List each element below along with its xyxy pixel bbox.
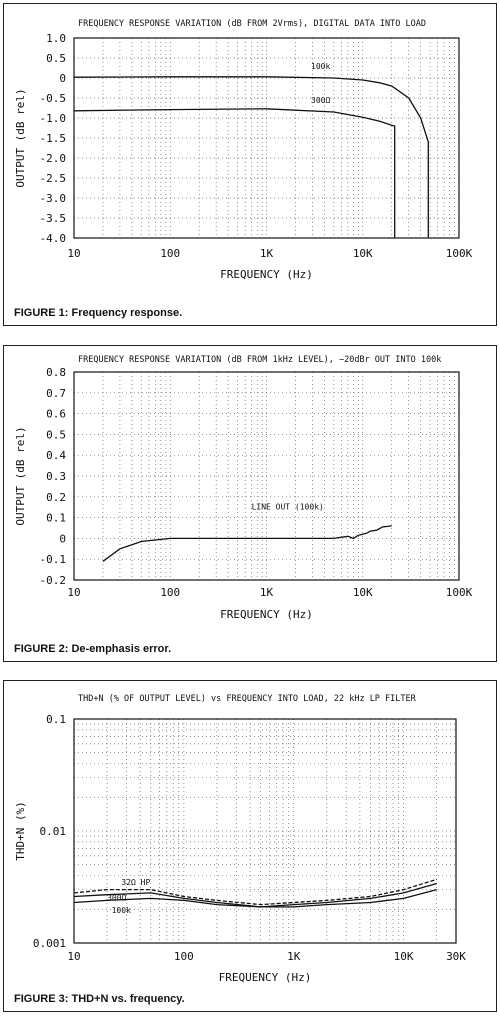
y-tick-label: -0.1 <box>39 553 66 567</box>
y-tick-label: 0.001 <box>32 937 66 950</box>
chart-grid <box>74 372 459 580</box>
y-tick-label: -0.5 <box>39 92 66 105</box>
figure-1-panel <box>3 3 497 326</box>
figure-3-caption <box>14 993 185 1005</box>
curve-annotation: 100k <box>111 906 131 916</box>
figure-2-caption-number: FIGURE 2: <box>14 643 69 655</box>
y-tick-label: 0.1 <box>46 511 66 525</box>
y-tick-label: 0.4 <box>46 449 66 463</box>
y-tick-label: -3.0 <box>39 192 66 205</box>
x-tick-label: 100K <box>445 247 473 260</box>
y-tick-label: 0.6 <box>46 407 66 421</box>
figure-1-caption <box>14 307 182 319</box>
x-tick-label: 30K <box>446 950 466 963</box>
x-axis-label: FREQUENCY (Hz) <box>220 268 313 281</box>
y-tick-label: -1.0 <box>39 112 66 125</box>
series-line-2 <box>74 109 395 238</box>
y-tick-label: 0.5 <box>46 52 66 65</box>
y-tick-label: 1.0 <box>46 32 66 45</box>
figure-3-panel <box>3 680 497 1012</box>
x-tick-label: 100 <box>160 247 181 260</box>
y-tick-label: -4.0 <box>39 232 66 245</box>
y-tick-label: 0.8 <box>46 366 66 379</box>
y-axis-label: THD+N (%) <box>14 801 27 861</box>
chart-grid <box>74 719 456 943</box>
y-tick-label: -2.5 <box>39 172 66 185</box>
y-tick-label: 0.2 <box>46 490 66 504</box>
thd-n-vs-frequency-chart <box>4 681 498 1013</box>
figure-3-caption-text: THD+N vs. frequency. <box>71 993 185 1005</box>
x-tick-label: 10 <box>67 247 81 260</box>
x-axis-label: FREQUENCY (Hz) <box>220 608 313 621</box>
y-tick-label: -2.0 <box>39 152 66 165</box>
x-tick-label: 10 <box>67 950 81 963</box>
x-tick-label: 10 <box>67 586 81 599</box>
chart-title: FREQUENCY RESPONSE VARIATION (dB FROM 1kHz LEVEL), −20dBr OUT INTO 100k <box>78 355 442 365</box>
series-line-1 <box>74 77 428 238</box>
x-tick-label: 10K <box>393 950 414 963</box>
y-tick-label: -0.2 <box>39 574 66 587</box>
de-emphasis-error-chart <box>4 346 498 663</box>
x-tick-label: 1K <box>259 247 274 260</box>
curve-annotation: 100k <box>311 62 331 72</box>
x-tick-label: 100 <box>160 586 181 599</box>
series-line-1 <box>103 526 392 561</box>
x-tick-label: 100K <box>445 586 473 599</box>
y-tick-label: 0.5 <box>46 428 66 442</box>
series-line-2 <box>74 884 437 907</box>
curve-annotation: 300Ω <box>311 95 331 105</box>
figure-3-caption-number: FIGURE 3: <box>14 993 69 1005</box>
x-tick-label: 10K <box>352 586 373 599</box>
figure-2-caption-text: De-emphasis error. <box>71 643 172 655</box>
x-axis-label: FREQUENCY (Hz) <box>218 971 312 984</box>
y-tick-label: 0.1 <box>46 713 66 726</box>
y-tick-label: 0 <box>59 532 66 546</box>
x-tick-label: 10K <box>352 247 373 260</box>
curve-annotation: 300Ω <box>107 893 127 903</box>
y-tick-label: 0.01 <box>39 825 66 838</box>
chart-title: FREQUENCY RESPONSE VARIATION (dB FROM 2Vrms), DIGITAL DATA INTO LOAD <box>78 19 426 29</box>
x-tick-label: 1K <box>259 586 274 599</box>
curve-annotation: 32Ω HP <box>121 877 151 887</box>
figure-1-caption-number: FIGURE 1: <box>14 307 69 319</box>
y-tick-label: 0.7 <box>46 386 66 400</box>
y-tick-label: 0 <box>59 72 66 85</box>
frequency-response-chart <box>4 4 498 327</box>
y-axis-label: OUTPUT (dB rel) <box>14 426 27 526</box>
figure-2-caption <box>14 643 171 655</box>
figure-1-caption-text: Frequency response. <box>71 307 183 319</box>
y-tick-label: -1.5 <box>39 132 66 145</box>
figure-2-panel <box>3 345 497 662</box>
y-tick-label: 0.3 <box>46 470 66 483</box>
chart-grid <box>74 38 459 238</box>
y-axis-label: OUTPUT (dB rel) <box>14 88 27 188</box>
chart-title: THD+N (% OF OUTPUT LEVEL) vs FREQUENCY INTO LOAD, 22 kHz LP FILTER <box>78 694 416 704</box>
y-tick-label: -3.5 <box>39 212 66 225</box>
x-tick-label: 100 <box>173 950 194 963</box>
x-tick-label: 1K <box>287 950 301 963</box>
curve-annotation: LINE OUT (100k) <box>251 502 324 512</box>
